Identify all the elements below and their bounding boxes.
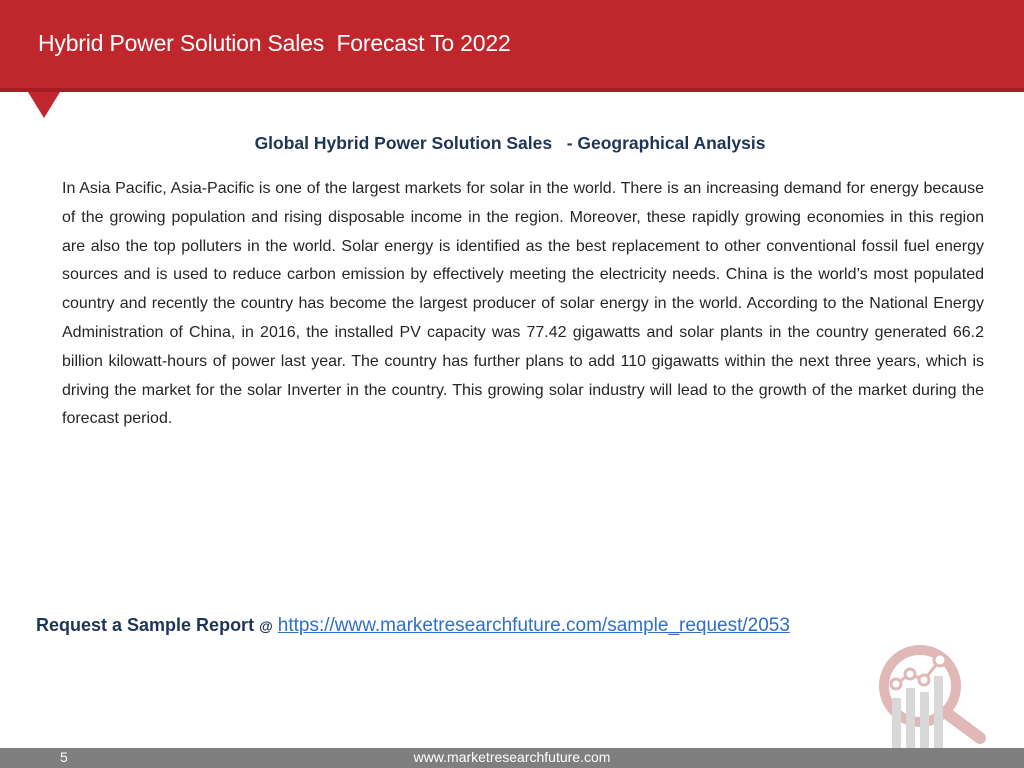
page-number: 5 — [60, 749, 68, 765]
section-subtitle: Global Hybrid Power Solution Sales - Geographical Analysis — [254, 133, 766, 153]
header-shadow — [0, 88, 1024, 92]
body-paragraph: In Asia Pacific, Asia-Pacific is one of the largest markets for solar in the world. There is an increasing demand for energy because of the growing population and rising disposable income in the region. Moreover, these rapidly growing economies in this region are also the top polluters in the world. Solar energy is identified as the best replacement to other conventional fossil fuel energy sources and is used to reduce carbon emission by effectively meeting the electricity needs. China is the world’s most populated country and recently the country has become the largest producer of solar energy in the world. According to the National Energy Administration of China, in 2016, the installed PV capacity was 77.42 gigawatts and solar plants in the country generated 66.2 billion kilowatt-hours of power last year. The country has further plans to add 110 gigawatts within the next three years, which is driving the market for the solar Inverter in the country. This growing solar industry will lead to the growth of the market during the forecast period. — [62, 180, 984, 428]
header-bar — [0, 0, 1024, 92]
market-research-chart-logo-icon — [868, 630, 998, 748]
header-notch-icon — [28, 92, 60, 118]
sample-request-label: Request a Sample Report — [36, 615, 255, 635]
sample-request-link[interactable]: https://www.marketresearchfuture.com/sample_request/2053 — [277, 615, 790, 636]
sample-request-line — [36, 615, 790, 637]
slide-title: Hybrid Power Solution Sales Forecast To 2022 — [38, 30, 511, 56]
footer-bar — [0, 748, 1024, 768]
footer-url: www.marketresearchfuture.com — [413, 749, 611, 765]
at-symbol: @ — [259, 618, 273, 634]
